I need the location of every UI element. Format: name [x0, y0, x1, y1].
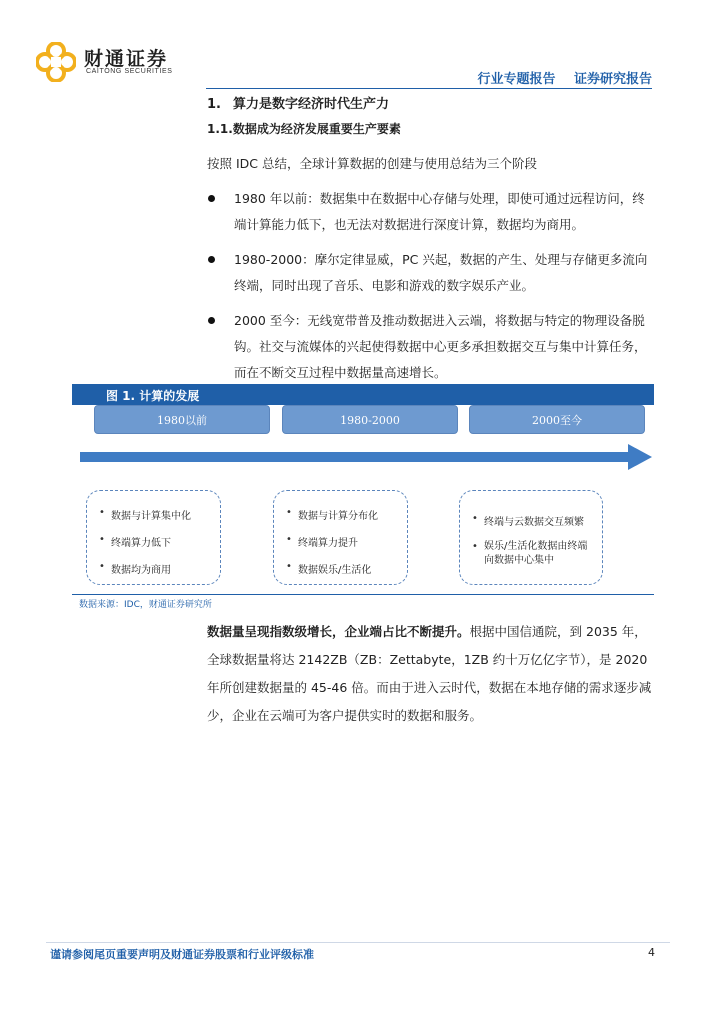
bullet-text: 1980 年以前：数据集中在数据中心存储与处理，即使可通过远程访问，终端计算能力低下，也无法对数据进行深度计算，数据均为商用。	[234, 191, 645, 232]
report-header	[477, 68, 652, 87]
section-heading	[207, 93, 389, 112]
brand-name-en: CAITONG SECURITIES	[86, 68, 173, 75]
list-item: • 数据与计算分布化	[286, 507, 378, 522]
list-item	[207, 308, 657, 386]
figure-title: 图 1. 计算的发展	[106, 389, 200, 403]
list-item	[207, 186, 657, 238]
section-number: 1.	[207, 97, 221, 112]
footer-disclaimer-link[interactable]: 谨请参阅尾页重要声明及财通证券股票和行业评级标准	[50, 948, 314, 961]
list-item: • 终端算力低下	[99, 534, 171, 549]
intro-text: 按照 IDC 总结，全球计算数据的创建与使用总结为三个阶段	[207, 156, 537, 171]
bullet-icon	[208, 256, 215, 263]
paragraph-body: 根据中国信通院，到 2035 年，全球数据量将达 2142ZB（ZB：Zettabyte，1ZB 约十万亿亿字节），是 2020 年所创建数据量的 45-46 倍。而由于进入云时代，数据在本地存储的需求逐步减少，企业在云端可为客户提供实时的数据和服务。	[207, 624, 652, 723]
list-item: • 娱乐/生活化数据由终端向数据中心集中	[472, 541, 588, 566]
paragraph-lead: 数据量呈现指数级增长，企业端占比不断提升。	[207, 624, 470, 639]
list-item: • 终端算力提升	[286, 534, 358, 549]
timeline-arrow-icon	[80, 444, 652, 470]
report-category: 证券研究报告	[573, 72, 652, 87]
bullet-text: 2000 至今：无线宽带普及推动数据进入云端，将数据与特定的物理设备脱钩。社交与流媒体的兴起使得数据中心更多承担数据交互与集中计算任务，而在不断交互过程中数据量高速增长。	[234, 313, 647, 380]
stage-box-1	[86, 490, 221, 585]
list-item: • 终端与云数据交互频繁	[472, 513, 584, 528]
brand-name-cn: 财通证券	[84, 48, 169, 70]
bullet-icon	[208, 317, 215, 324]
stage-bullet-list	[207, 186, 657, 395]
figure-source: 数据来源：IDC，财通证券研究所	[79, 600, 212, 610]
page-number: 4	[648, 946, 655, 959]
list-item: • 数据与计算集中化	[99, 507, 191, 522]
list-item: • 数据娱乐/生活化	[286, 561, 372, 576]
stage-pill-2: 1980-2000	[282, 405, 458, 434]
header-divider	[206, 88, 652, 89]
figure-title-bar	[72, 384, 654, 405]
bullet-text: 1980-2000：摩尔定律显威，PC 兴起，数据的产生、处理与存储更多流向终端，同时出现了音乐、电影和游戏的数字娱乐产业。	[234, 252, 648, 293]
data-growth-paragraph	[207, 618, 657, 730]
subsection-heading: 1.1.数据成为经济发展重要生产要素	[207, 122, 401, 136]
stage-box-2	[273, 490, 408, 585]
caitong-logo-icon	[36, 42, 76, 82]
bullet-icon	[208, 195, 215, 202]
stage-pill-1: 1980以前	[94, 405, 270, 434]
list-item	[207, 247, 657, 299]
footer-divider	[46, 942, 670, 943]
stage-box-3	[459, 490, 603, 585]
figure-bottom-divider	[72, 594, 654, 595]
stage-pill-3: 2000至今	[469, 405, 645, 434]
section-title: 算力是数字经济时代生产力	[233, 97, 390, 112]
list-item: • 数据均为商用	[99, 561, 171, 576]
report-type: 行业专题报告	[477, 72, 556, 87]
